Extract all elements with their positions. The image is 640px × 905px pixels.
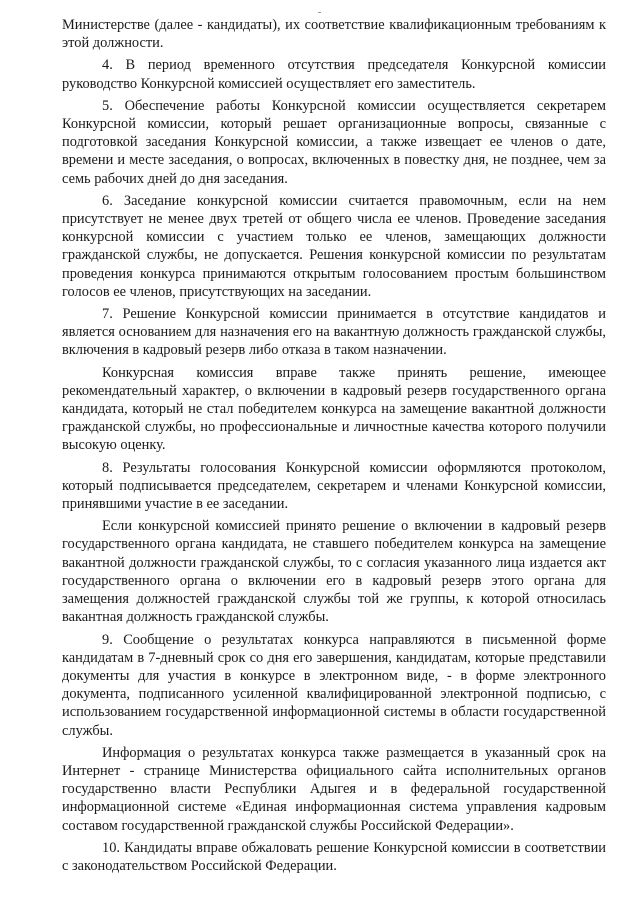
paragraph-item-7: 7. Решение Конкурсной комиссии принимается в отсутствие кандидатов и является основанием для назначения его на вакантную должность гражданской службы, включения в кадровый резерв либо отказа в таком назначении. [62, 306, 606, 359]
paragraph-item-9-publication: Информация о результатах конкурса также размещается в указанный срок на Интернет - странице Министерства официального сайта исполнительных органов государственно власти Республики Адыгея и в федеральной государственной информационной системе «Единая информационная система управления кадровым составом государственной гражданской службы Российской Федерации». [62, 744, 606, 834]
paragraph-item-4: 4. В период временного отсутствия председателя Конкурсной комиссии руководство Конкурсной комиссией осуществляет его заместитель. [62, 57, 606, 92]
page-top-mark [318, 12, 321, 13]
paragraph-continuation: Министерстве (далее - кандидаты), их соответствие квалификационным требованиям к этой должности. [62, 17, 606, 52]
document-page [62, 16, 606, 879]
paragraph-item-5: 5. Обеспечение работы Конкурсной комиссии осуществляется секретарем Конкурсной комиссии, который решает организационные вопросы, связанные с подготовкой заседания Конкурсной комиссии, а также извещает ее членов о дате, времени и месте заседания, о вопросах, включенных в повестку дня, не позднее, чем за семь рабочих дней до дня заседания. [62, 97, 606, 187]
paragraph-item-7-recommendation: Конкурсная комиссия вправе также принять решение, имеющее рекомендательный характер, о включении в кадровый резерв государственного органа кандидата, который не стал победителем конкурса на замещение вакантной должности гражданской службы, но профессиональные и личностные качества которого получили высокую оценку. [62, 364, 606, 454]
paragraph-item-10: 10. Кандидаты вправе обжаловать решение Конкурсной комиссии в соответствии с законодательством Российской Федерации. [62, 839, 606, 874]
paragraph-item-8-reserve: Если конкурсной комиссией принято решение о включении в кадровый резерв государственного органа кандидата, не ставшего победителем конкурса на замещение вакантной должности гражданской службы, то с согласия указанного лица издается акт государственного органа о включении его в кадровый резерв этого органа для замещения должностей гражданской службы той же группы, к которой относилась вакантная должность гражданской службы. [62, 518, 606, 626]
paragraph-item-8: 8. Результаты голосования Конкурсной комиссии оформляются протоколом, который подписывается председателем, секретарем и членами Конкурсной комиссии, принявшими участие в ее заседании. [62, 459, 606, 513]
paragraph-item-9: 9. Сообщение о результатах конкурса направляются в письменной форме кандидатам в 7-дневный срок со дня его завершения, кандидатам, которые представили документы для участия в конкурсе в электронном виде, - в форме электронного документа, подписанного усиленной квалифицированной электронной подписью, с использованием государственной информационной системы в области государственной службы. [62, 631, 606, 739]
paragraph-item-6: 6. Заседание конкурсной комиссии считается правомочным, если на нем присутствует не менее двух третей от общего числа ее членов. Проведение заседания конкурсной комиссии с участием только ее членов, замещающих должности гражданской службы, не допускается. Решения конкурсной комиссии по результатам проведения конкурса принимаются открытым голосованием простым большинством голосов ее членов, присутствующих на заседании. [62, 192, 606, 300]
